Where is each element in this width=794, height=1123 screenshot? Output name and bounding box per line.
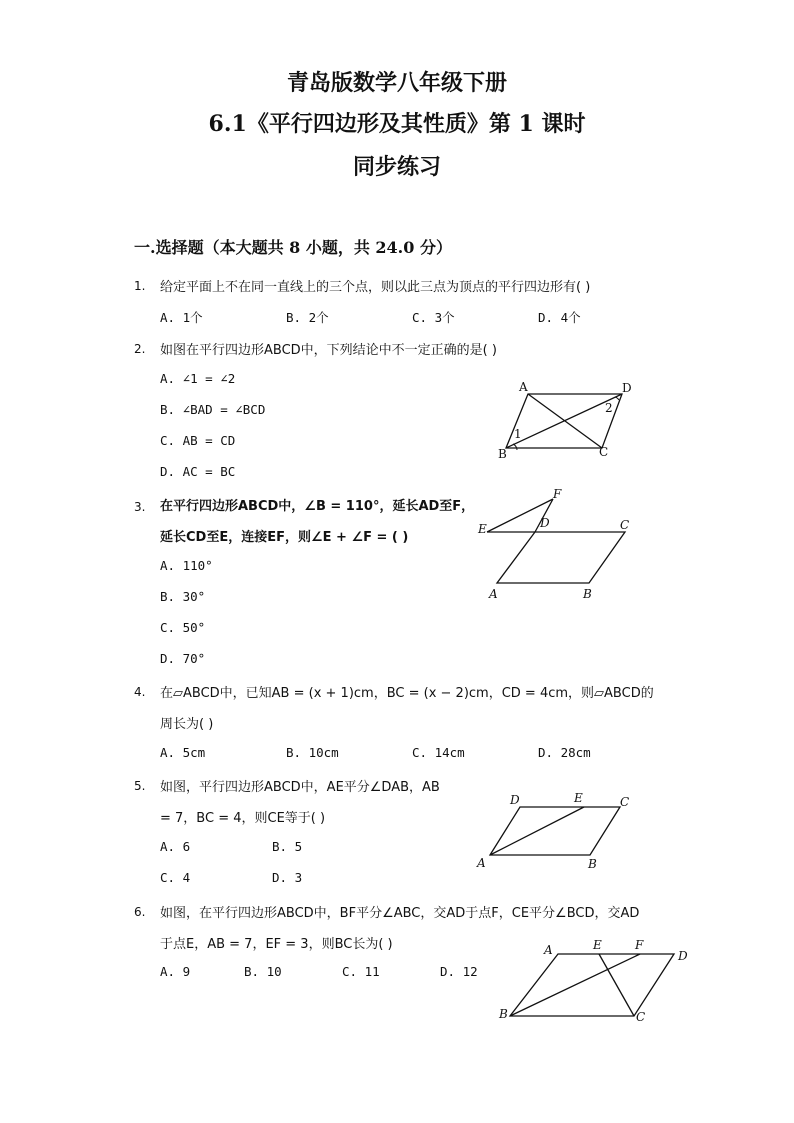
question-3-option-b: B. 30° xyxy=(160,589,206,604)
question-3-option-a: A. 110° xyxy=(160,558,213,573)
question-2-option-a: A. ∠1 = ∠2 xyxy=(160,371,236,386)
question-6-text-line-1: 如图，在平行四边形ABCD中，BF平分∠ABC，交AD于点F，CE平分∠BCD，交AD xyxy=(160,906,640,921)
question-5-option-a: A. 6 xyxy=(160,839,191,854)
title-line-3: 同步练习 xyxy=(352,154,441,180)
q3-label-e: E xyxy=(478,522,487,536)
question-6-text-line-2: 于点E，AB = 7，EF = 3，则BC长为( ) xyxy=(160,937,393,952)
question-4-option-b: B. 10cm xyxy=(286,745,339,760)
title-line-2: 6.1《平行四边形及其性质》第 1 课时 xyxy=(208,111,586,137)
question-1-option-d: D. 4个 xyxy=(538,310,581,325)
q2-label-c: C xyxy=(599,445,609,459)
question-6-figure xyxy=(496,936,696,1028)
q2-label-1: 1 xyxy=(514,427,522,441)
question-2-number: 2. xyxy=(134,342,146,356)
question-5-option-c: C. 4 xyxy=(160,870,191,885)
question-1-option-c: C. 3个 xyxy=(412,310,455,325)
question-4-text-line-1: 在▱ABCD中，已知AB = (x + 1)cm，BC = (x − 2)cm，CD = 4cm，则▱ABCD的 xyxy=(160,686,654,701)
question-4-option-a: A. 5cm xyxy=(160,745,206,760)
question-4-number: 4. xyxy=(134,685,146,699)
q5-label-c: C xyxy=(620,795,630,809)
question-5-text-line-1: 如图，平行四边形ABCD中，AE平分∠DAB，AB xyxy=(160,780,440,795)
question-2-figure xyxy=(495,378,640,463)
q3-label-c: C xyxy=(620,518,630,532)
question-2-option-d: D. AC = BC xyxy=(160,464,236,479)
title-line-1: 青岛版数学八年级下册 xyxy=(286,70,507,96)
q3-label-b: B xyxy=(583,587,592,601)
q6-label-a: A xyxy=(544,943,553,957)
section-heading: 一.选择题（本大题共 8 小题，共 24.0 分） xyxy=(134,238,452,257)
question-1-option-a: A. 1个 xyxy=(160,310,203,325)
q2-label-2: 2 xyxy=(605,401,613,415)
question-2-option-b: B. ∠BAD = ∠BCD xyxy=(160,402,266,417)
question-5-text-line-2: = 7，BC = 4，则CE等于( ) xyxy=(160,811,326,826)
question-3-figure xyxy=(475,487,635,602)
question-3-text-line-1: 在平行四边形ABCD中，∠B = 110°，延长AD至F， xyxy=(160,499,475,514)
question-5-option-d: D. 3 xyxy=(272,870,303,885)
question-6-option-d: D. 12 xyxy=(440,964,478,979)
question-6-number: 6. xyxy=(134,905,146,919)
question-3-text-line-2: 延长CD至E，连接EF，则∠E + ∠F = ( ) xyxy=(160,530,409,545)
q6-label-f: F xyxy=(635,938,644,952)
q3-label-a: A xyxy=(489,587,498,601)
question-4-option-c: C. 14cm xyxy=(412,745,465,760)
question-6-option-c: C. 11 xyxy=(342,964,380,979)
question-6-option-a: A. 9 xyxy=(160,964,191,979)
q5-label-d: D xyxy=(510,793,520,807)
q3-label-f: F xyxy=(553,487,562,501)
question-3-number: 3. xyxy=(134,500,146,514)
q6-label-c: C xyxy=(636,1010,646,1024)
question-1-number: 1. xyxy=(134,279,146,293)
question-5-figure xyxy=(474,789,639,874)
q5-label-a: A xyxy=(477,856,486,870)
question-1-text: 给定平面上不在同一直线上的三个点，则以此三点为顶点的平行四边形有( ) xyxy=(160,280,591,295)
question-2-text: 如图在平行四边形ABCD中，下列结论中不一定正确的是( ) xyxy=(160,343,497,358)
q2-label-d: D xyxy=(622,381,632,395)
q2-label-b: B xyxy=(498,447,507,461)
q5-label-b: B xyxy=(588,857,597,871)
question-5-number: 5. xyxy=(134,779,146,793)
q5-label-e: E xyxy=(574,791,583,805)
question-3-option-d: D. 70° xyxy=(160,651,206,666)
q6-label-b: B xyxy=(499,1007,508,1021)
q6-label-e: E xyxy=(593,938,602,952)
question-4-text-line-2: 周长为( ) xyxy=(160,717,214,732)
question-2-option-c: C. AB = CD xyxy=(160,433,236,448)
q3-label-d: D xyxy=(540,516,550,530)
question-6-option-b: B. 10 xyxy=(244,964,282,979)
question-4-option-d: D. 28cm xyxy=(538,745,591,760)
q6-label-d: D xyxy=(678,949,688,963)
question-3-option-c: C. 50° xyxy=(160,620,206,635)
q2-label-a: A xyxy=(519,380,528,394)
question-5-option-b: B. 5 xyxy=(272,839,303,854)
question-1-option-b: B. 2个 xyxy=(286,310,329,325)
